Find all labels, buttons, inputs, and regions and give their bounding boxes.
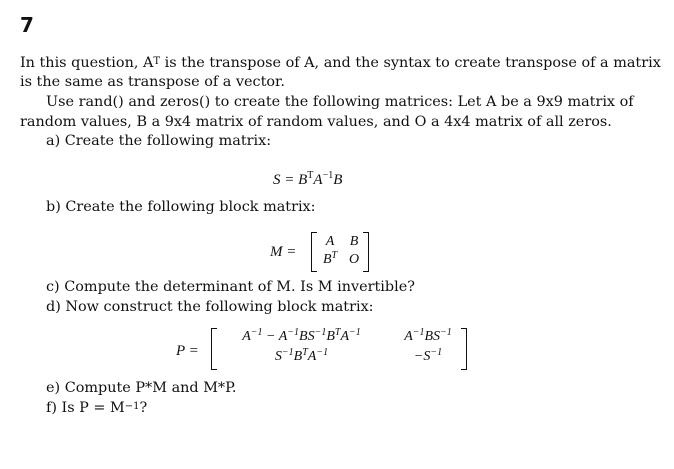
p-cell-22: $-S^{-1}$ <box>413 347 443 364</box>
intro-line-1: In this question, $A^T$ is the transpose of A, and the syntax to create transpose of a matrix <box>20 55 661 71</box>
p-cell-12: $A^{-1}BS^{-1}$ <box>404 327 452 344</box>
right-bracket <box>363 232 369 272</box>
left-bracket <box>211 328 217 370</box>
m-block-matrix <box>311 232 369 272</box>
part-d-text: d) Now construct the following block matrix: <box>46 299 374 315</box>
instruction-line-2: random values, B a 9x4 matrix of random values, and O a 4x4 matrix of all zeros. <box>20 114 612 130</box>
transpose-superscript: T <box>153 56 161 67</box>
question-number: 7 <box>20 13 34 37</box>
p-cell-11: $A^{-1} - A^{-1}BS^{-1}B^TA^{-1}$ <box>242 327 361 344</box>
m-cell-b: B <box>349 234 359 249</box>
p-cell-21: $S^{-1}B^TA^{-1}$ <box>274 347 329 364</box>
part-f-text: f) Is $P = M^{-1}$? <box>46 400 148 416</box>
m-label: M = <box>270 244 297 260</box>
s-equation: $S = B^TA^{-1}B$ <box>273 170 343 188</box>
m-cell-o: O <box>348 252 360 267</box>
part-c-text: c) Compute the determinant of M. Is M invertible? <box>46 279 415 295</box>
intro-line-2: is the same as transpose of a vector. <box>20 74 285 90</box>
part-b-text: b) Create the following block matrix: <box>46 199 316 215</box>
part-e-text: e) Compute P*M and M*P. <box>46 380 237 396</box>
m-cell-bt: $B^T$ <box>322 250 338 267</box>
p-label: P = <box>176 343 199 359</box>
p-block-matrix <box>211 328 467 370</box>
instruction-line-1: Use rand() and zeros() to create the following matrices: Let A be a 9x9 matrix of <box>46 94 634 110</box>
part-a-text: a) Create the following matrix: <box>46 133 272 149</box>
m-cell-a: A <box>325 234 335 249</box>
